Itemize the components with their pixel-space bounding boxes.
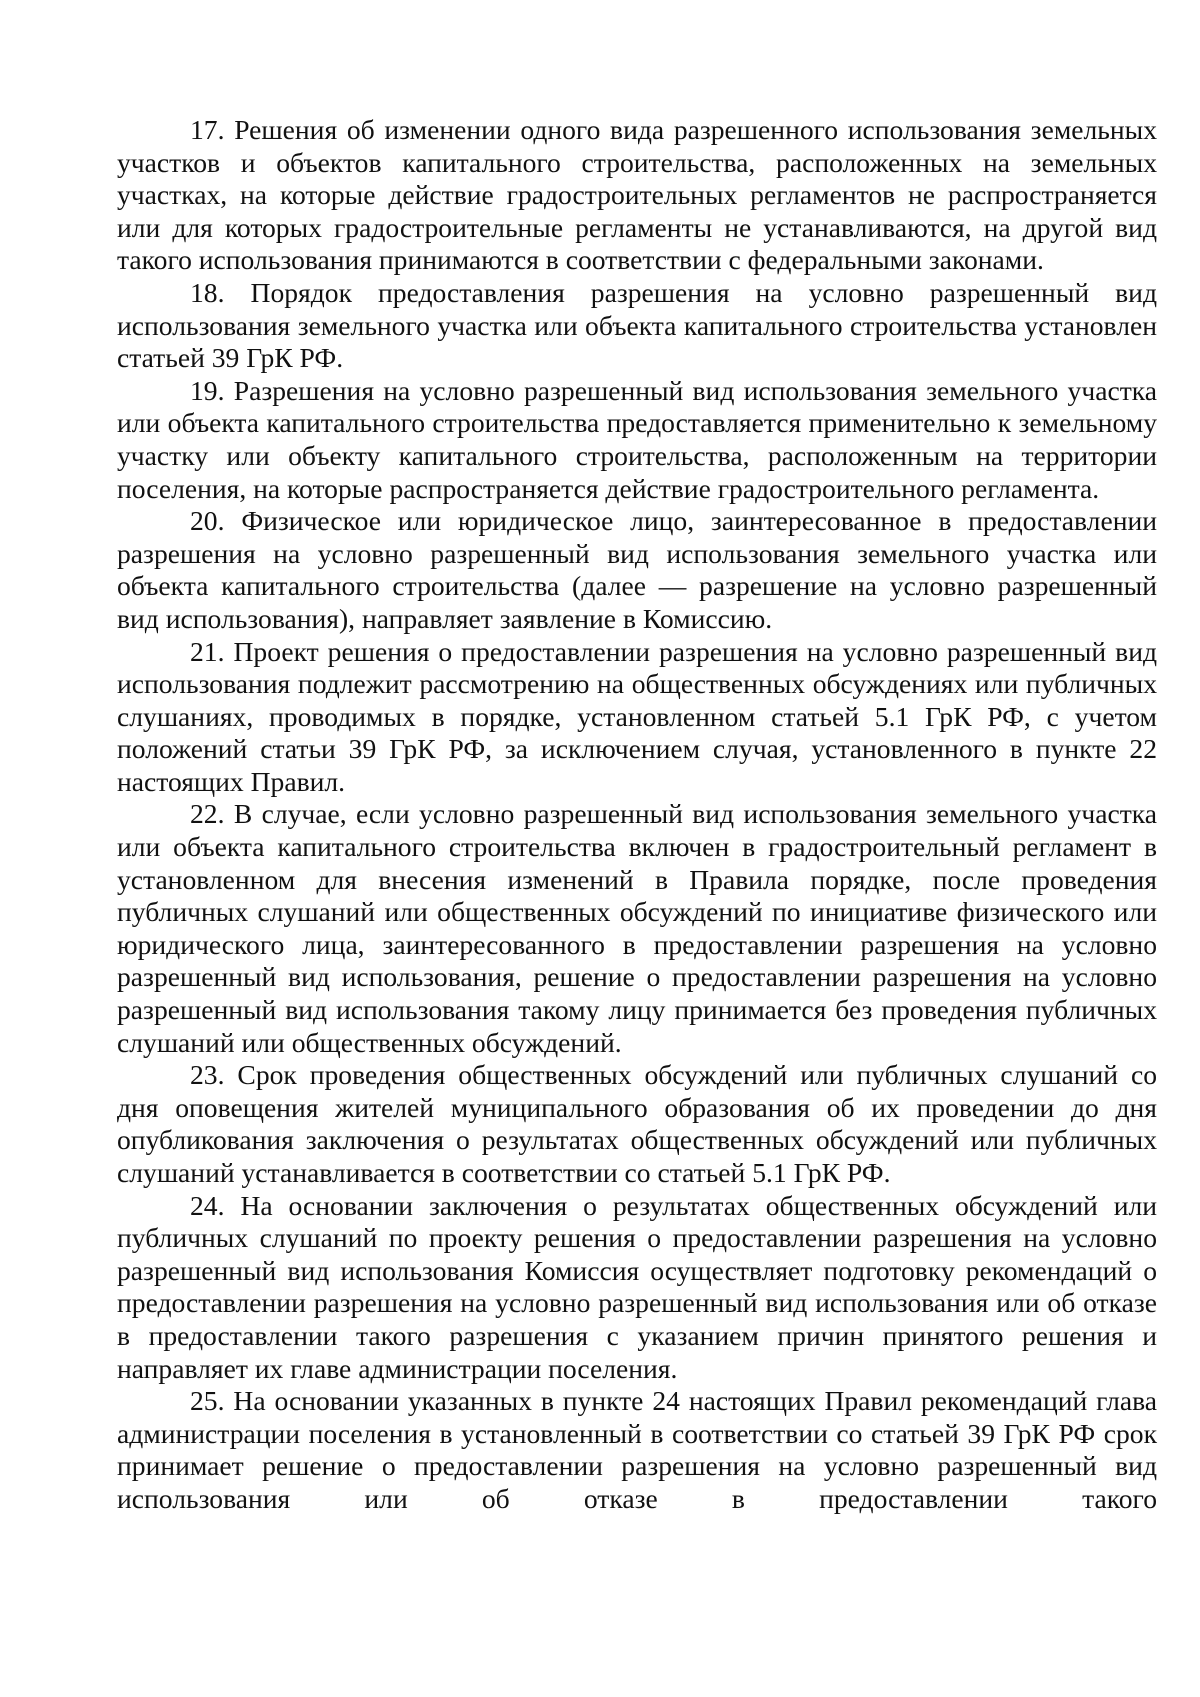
paragraph-text: Разрешения на условно разрешенный вид использования земельного участка или объекта капитального строительства предоставляется применительно к земельному участку или объекту капитального строительства, расположенным на территории поселения, на которые распространяется действие градостроительного регламента. xyxy=(117,374,1157,504)
paragraph-text: Срок проведения общественных обсуждений или публичных слушаний со дня оповещения жителей муниципального образования об их проведении до дня опубликования заключения о результатах общественных обсуждений или публичных слушаний устанавливается в соответствии со статьей 5.1 ГрК РФ. xyxy=(117,1059,1157,1188)
paragraph-20 xyxy=(117,505,1157,635)
paragraph-number: 22. xyxy=(190,798,225,830)
paragraph-23 xyxy=(117,1059,1157,1189)
paragraph-text: Порядок предоставления разрешения на условно разрешенный вид использования земельного участка или объекта капитального строительства установлен статьей 39 ГрК РФ. xyxy=(117,276,1157,374)
paragraph-text: В случае, если условно разрешенный вид использования земельного участка или объекта капитального строительства включен в градостроительный регламент в установленном для внесения изменений в Правила порядке, после проведения публичных слушаний или общественных обсуждений по инициативе физического или юридического лица, заинтересованного в предоставлении разрешения на условно разрешенный вид использования, решение о предоставлении разрешения на условно разрешенный вид использования такому лицу принимается без проведения публичных слушаний или общественных обсуждений. xyxy=(117,798,1157,1058)
paragraph-text: Проект решения о предоставлении разрешения на условно разрешенный вид использования подлежит рассмотрению на общественных обсуждениях или публичных слушаниях, проводимых в порядке, установленном статьей 5.1 ГрК РФ, с учетом положений статьи 39 ГрК РФ, за исключением случая, установленного в пункте 22 настоящих Правил. xyxy=(117,635,1157,797)
paragraph-18 xyxy=(117,277,1157,375)
paragraph-number: 17. xyxy=(190,114,225,145)
document-body xyxy=(117,114,1157,1516)
paragraph-text: Физическое или юридическое лицо, заинтересованное в предоставлении разрешения на условно разрешенный вид использования земельного участка или объекта капитального строительства (далее — разрешение на условно разрешенный вид использования), направляет заявление в Комиссию. xyxy=(117,505,1157,634)
paragraph-17 xyxy=(117,114,1157,277)
paragraph-text: Решения об изменении одного вида разрешенного использования земельных участков и объектов капитального строительства, расположенных на земельных участках, на которые действие градостроительных регламентов не распространяется или для которых градостроительные регламенты не устанавливаются, на другой вид такого использования принимаются в соответствии с федеральными законами. xyxy=(117,114,1157,276)
paragraph-19 xyxy=(117,375,1157,505)
paragraph-21 xyxy=(117,636,1157,799)
paragraph-number: 19. xyxy=(190,374,225,406)
paragraph-number: 23. xyxy=(190,1059,225,1091)
paragraph-number: 18. xyxy=(190,276,225,308)
paragraph-number: 20. xyxy=(190,505,225,537)
paragraph-number: 24. xyxy=(190,1189,225,1221)
paragraph-25 xyxy=(117,1385,1157,1515)
paragraph-number: 21. xyxy=(190,635,225,667)
paragraph-number: 25. xyxy=(190,1385,225,1417)
paragraph-text: На основании указанных в пункте 24 настоящих Правил рекомендаций глава администрации поселения в установленный в соответствии со статьей 39 ГрК РФ срок принимает решение о предоставлении разрешения на условно разрешенный вид использования или об отказе в предоставлении такого xyxy=(117,1385,1157,1514)
paragraph-24 xyxy=(117,1190,1157,1386)
paragraph-22 xyxy=(117,798,1157,1059)
paragraph-text: На основании заключения о результатах общественных обсуждений или публичных слушаний по проекту решения о предоставлении разрешения на условно разрешенный вид использования Комиссия осуществляет подготовку рекомендаций о предоставлении разрешения на условно разрешенный вид использования или об отказе в предоставлении такого разрешения с указанием причин принятого решения и направляет их главе администрации поселения. xyxy=(117,1189,1157,1384)
